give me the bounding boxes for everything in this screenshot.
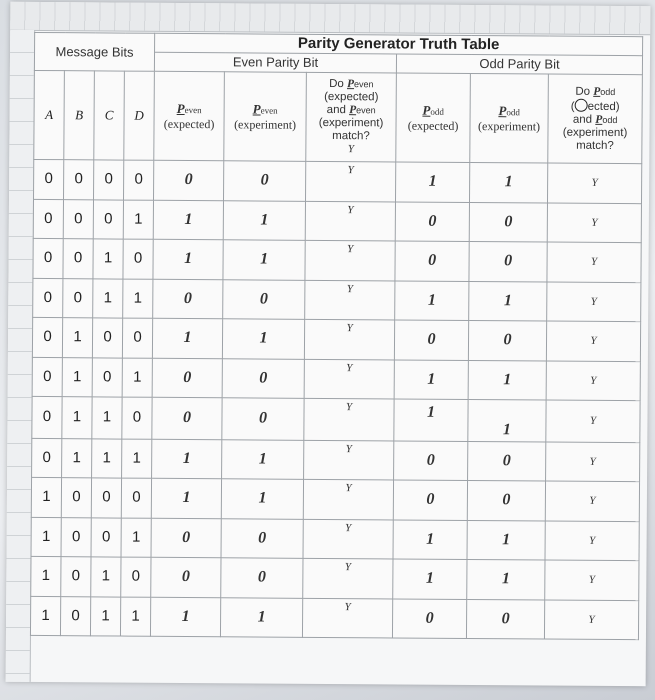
- cell-a: 1: [31, 517, 61, 557]
- col-header-podd-expected: Podd (expected): [396, 73, 471, 163]
- cell-d: 1: [120, 597, 150, 637]
- cell-a: 1: [31, 477, 61, 517]
- col-header-peven-expected: Peven (expected): [154, 71, 225, 160]
- table-row: [33, 199, 641, 243]
- circle-mark-icon: [575, 98, 588, 111]
- cell-odd-match: Y: [546, 361, 640, 401]
- cell-podd-experiment: 1: [468, 360, 546, 400]
- cell-c: 0: [93, 199, 123, 239]
- cell-a: 0: [32, 396, 62, 438]
- cell-peven-experiment: 0: [222, 358, 304, 398]
- cell-peven-experiment: 0: [221, 558, 303, 598]
- table-row: [31, 477, 639, 521]
- cell-peven-experiment: 1: [222, 319, 304, 359]
- cell-peven-expected: 1: [151, 597, 221, 637]
- cell-odd-match: Y: [548, 163, 642, 203]
- col-header-odd-match: Do Podd ( ected) and Podd (experiment) match?: [548, 74, 643, 164]
- cell-c: 0: [92, 357, 122, 397]
- cell-podd-experiment: 1: [469, 281, 547, 321]
- odd-parity-header: Odd Parity Bit: [396, 54, 642, 75]
- message-bits-header: Message Bits: [34, 32, 154, 71]
- cell-podd-expected: 0: [395, 201, 469, 241]
- cell-podd-experiment: 1: [467, 559, 545, 599]
- cell-d: 0: [121, 557, 151, 597]
- cell-even-match: Y: [303, 519, 393, 559]
- cell-peven-expected: 0: [153, 279, 223, 319]
- cell-even-match: Y: [305, 280, 395, 320]
- cell-podd-expected: 1: [396, 162, 470, 202]
- cell-a: 0: [32, 317, 62, 357]
- cell-odd-match: Y: [545, 560, 639, 600]
- cell-a: 0: [33, 199, 63, 239]
- cell-odd-match: Y: [544, 600, 638, 640]
- cell-b: 0: [61, 517, 91, 557]
- table-row: [33, 278, 641, 322]
- cell-podd-expected: 1: [394, 399, 468, 441]
- cell-b: 1: [62, 357, 92, 397]
- column-header-row: [34, 70, 643, 163]
- cell-podd-experiment: 1: [468, 399, 546, 441]
- cell-a: 1: [31, 556, 61, 596]
- col-header-even-match: Do Peven (expected) and Peven (experiment) match? Y: [306, 72, 397, 162]
- cell-peven-expected: 1: [152, 439, 222, 479]
- parity-truth-table: [30, 32, 643, 640]
- col-header-c: C: [94, 71, 125, 160]
- cell-peven-expected: 1: [153, 200, 223, 240]
- cell-b: 1: [62, 438, 92, 478]
- table-row: [34, 159, 642, 203]
- cell-peven-experiment: 1: [223, 240, 305, 280]
- spreadsheet-column-header-strip: [10, 2, 650, 35]
- cell-even-match: Y: [306, 161, 396, 201]
- cell-odd-match: Y: [545, 521, 639, 561]
- col-header-b: B: [64, 71, 95, 160]
- cell-odd-match: Y: [547, 282, 641, 322]
- table-row: [32, 357, 640, 401]
- cell-podd-expected: 1: [393, 519, 467, 559]
- col-header-a: A: [34, 70, 65, 159]
- table-row: [31, 556, 639, 600]
- cell-c: 1: [93, 239, 123, 279]
- cell-odd-match: Y: [547, 242, 641, 282]
- cell-peven-expected: 0: [151, 557, 221, 597]
- cell-b: 0: [64, 160, 94, 200]
- cell-a: 0: [32, 357, 62, 397]
- cell-podd-experiment: 1: [467, 520, 545, 560]
- cell-podd-expected: 0: [394, 320, 468, 360]
- cell-b: 1: [62, 318, 92, 358]
- cell-b: 0: [63, 278, 93, 318]
- cell-d: 1: [122, 358, 152, 398]
- cell-d: 1: [123, 200, 153, 240]
- cell-odd-match: Y: [545, 481, 639, 521]
- cell-odd-match: Y: [546, 400, 640, 442]
- table-row: [33, 238, 641, 282]
- table-row: [32, 438, 640, 482]
- cell-peven-experiment: 1: [222, 439, 304, 479]
- cell-podd-experiment: 1: [470, 162, 548, 202]
- cell-d: 0: [121, 478, 151, 518]
- table-row: [32, 317, 640, 361]
- cell-podd-expected: 0: [392, 598, 466, 638]
- cell-d: 1: [122, 439, 152, 479]
- cell-even-match: Y: [304, 398, 394, 440]
- title-row: [35, 32, 643, 55]
- cell-peven-experiment: 0: [222, 398, 304, 440]
- cell-podd-experiment: 0: [469, 241, 547, 281]
- cell-peven-experiment: 0: [221, 518, 303, 558]
- cell-b: 0: [61, 478, 91, 518]
- cell-podd-experiment: 0: [467, 480, 545, 520]
- cell-b: 0: [63, 199, 93, 239]
- cell-d: 0: [122, 397, 152, 439]
- cell-even-match: Y: [302, 598, 392, 638]
- cell-podd-experiment: 0: [468, 320, 546, 360]
- cell-podd-experiment: 0: [469, 202, 547, 242]
- cell-c: 1: [91, 557, 121, 597]
- cell-b: 0: [60, 596, 90, 636]
- cell-c: 1: [93, 278, 123, 318]
- worksheet-photo: [6, 2, 651, 686]
- cell-even-match: Y: [304, 319, 394, 359]
- cell-odd-match: Y: [546, 442, 640, 482]
- cell-c: 1: [92, 438, 122, 478]
- cell-a: 0: [33, 238, 63, 278]
- cell-a: 0: [33, 278, 63, 318]
- cell-peven-expected: 0: [152, 397, 222, 439]
- cell-peven-expected: 0: [154, 160, 224, 200]
- cell-even-match: Y: [303, 558, 393, 598]
- cell-c: 1: [92, 397, 122, 439]
- cell-peven-expected: 1: [152, 318, 222, 358]
- cell-podd-expected: 1: [393, 559, 467, 599]
- cell-d: 0: [123, 239, 153, 279]
- cell-c: 0: [91, 517, 121, 557]
- cell-even-match: Y: [304, 440, 394, 480]
- col-header-podd-experiment: Podd (experiment): [470, 73, 549, 163]
- cell-b: 0: [61, 557, 91, 597]
- cell-a: 1: [30, 596, 60, 636]
- cell-odd-match: Y: [547, 203, 641, 243]
- cell-peven-experiment: 1: [223, 200, 305, 240]
- cell-a: 0: [32, 438, 62, 478]
- cell-podd-expected: 0: [395, 241, 469, 281]
- cell-peven-experiment: 0: [224, 161, 306, 201]
- cell-c: 0: [92, 318, 122, 358]
- cell-even-match: Y: [303, 479, 393, 519]
- cell-b: 0: [63, 239, 93, 279]
- cell-d: 1: [121, 518, 151, 558]
- cell-d: 0: [124, 160, 154, 200]
- cell-a: 0: [34, 159, 64, 199]
- cell-b: 1: [62, 397, 92, 439]
- table-row: [30, 596, 638, 640]
- cell-peven-experiment: 0: [223, 279, 305, 319]
- cell-c: 0: [94, 160, 124, 200]
- cell-d: 1: [123, 279, 153, 319]
- cell-peven-experiment: 1: [221, 597, 303, 637]
- cell-even-match: Y: [305, 240, 395, 280]
- cell-even-match: Y: [305, 201, 395, 241]
- cell-c: 1: [90, 596, 120, 636]
- cell-d: 0: [122, 318, 152, 358]
- even-parity-header: Even Parity Bit: [154, 52, 396, 73]
- table-row: [31, 517, 639, 561]
- cell-c: 0: [91, 478, 121, 518]
- cell-peven-expected: 1: [153, 239, 223, 279]
- cell-podd-experiment: 0: [468, 441, 546, 481]
- cell-even-match: Y: [304, 359, 394, 399]
- cell-podd-expected: 1: [395, 280, 469, 320]
- col-header-d: D: [124, 71, 155, 160]
- cell-odd-match: Y: [546, 321, 640, 361]
- cell-podd-expected: 1: [394, 359, 468, 399]
- table-title: Parity Generator Truth Table: [297, 34, 500, 54]
- header-handwritten-y-even: Y: [347, 143, 355, 156]
- col-header-peven-experiment: Peven (experiment): [224, 72, 307, 162]
- cell-peven-expected: 0: [151, 518, 221, 558]
- cell-podd-expected: 0: [393, 480, 467, 520]
- cell-peven-expected: 1: [151, 478, 221, 518]
- cell-peven-expected: 0: [152, 358, 222, 398]
- cell-podd-expected: 0: [394, 440, 468, 480]
- table-row: [32, 396, 640, 442]
- cell-peven-experiment: 1: [221, 479, 303, 519]
- cell-podd-experiment: 0: [466, 599, 544, 639]
